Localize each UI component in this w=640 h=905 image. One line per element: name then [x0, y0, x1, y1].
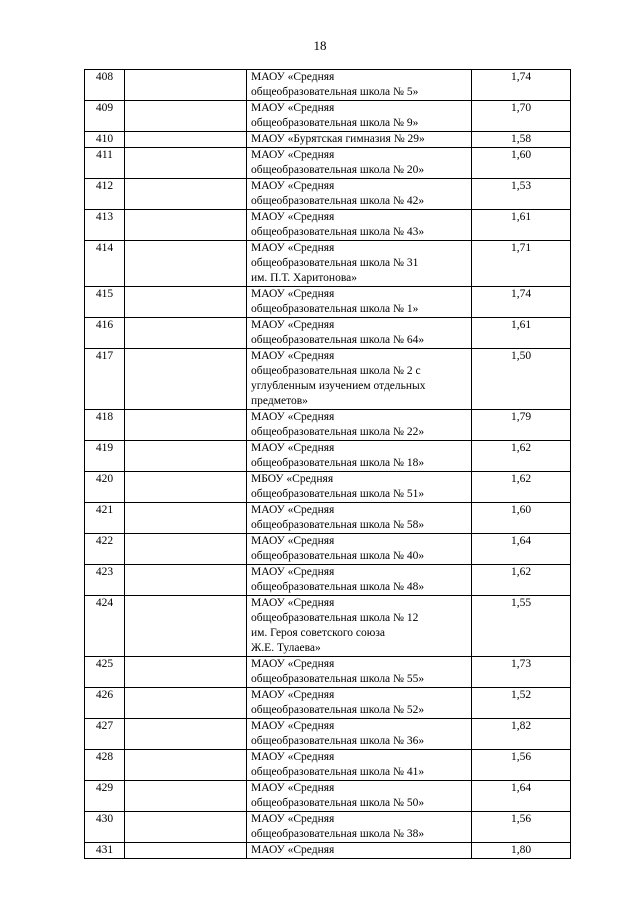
- school-name-line: углубленным изучением отдельных: [251, 380, 426, 392]
- school-name-line: МАОУ «Средняя: [251, 597, 335, 609]
- row-number: 427: [85, 719, 125, 750]
- rating-value: 1,61: [472, 318, 571, 349]
- table-row: [85, 688, 571, 719]
- school-name-line: общеобразовательная школа № 48»: [251, 581, 425, 593]
- table-row: [85, 318, 571, 349]
- table-row: [85, 349, 571, 410]
- table-body: [85, 70, 571, 859]
- school-name-line: МАОУ «Средняя: [251, 782, 335, 794]
- table-row: [85, 812, 571, 843]
- table-row: [85, 596, 571, 657]
- row-number: 413: [85, 210, 125, 241]
- table-row: [85, 565, 571, 596]
- school-name: [247, 179, 472, 210]
- school-name-line: общеобразовательная школа № 42»: [251, 195, 425, 207]
- empty-cell: [125, 812, 247, 843]
- table-row: [85, 781, 571, 812]
- school-name-line: МАОУ «Средняя: [251, 566, 335, 578]
- empty-cell: [125, 179, 247, 210]
- school-name: [247, 241, 472, 287]
- rating-value: 1,62: [472, 441, 571, 472]
- school-name-line: МАОУ «Средняя: [251, 442, 335, 454]
- empty-cell: [125, 472, 247, 503]
- row-number: 410: [85, 132, 125, 148]
- row-number: 428: [85, 750, 125, 781]
- school-name: [247, 503, 472, 534]
- school-name-line: общеобразовательная школа № 2 с: [251, 365, 421, 377]
- school-name-line: МАОУ «Средняя: [251, 535, 335, 547]
- rating-value: 1,73: [472, 657, 571, 688]
- row-number: 412: [85, 179, 125, 210]
- school-name-line: МАОУ «Средняя: [251, 720, 335, 732]
- rating-value: 1,80: [472, 843, 571, 859]
- school-name: [247, 70, 472, 101]
- empty-cell: [125, 210, 247, 241]
- row-number: 419: [85, 441, 125, 472]
- row-number: 425: [85, 657, 125, 688]
- rating-value: 1,70: [472, 101, 571, 132]
- empty-cell: [125, 70, 247, 101]
- empty-cell: [125, 241, 247, 287]
- row-number: 418: [85, 410, 125, 441]
- empty-cell: [125, 101, 247, 132]
- rating-value: 1,64: [472, 534, 571, 565]
- school-name: [247, 843, 472, 859]
- school-name: [247, 349, 472, 410]
- row-number: 415: [85, 287, 125, 318]
- school-name-line: общеобразовательная школа № 52»: [251, 704, 425, 716]
- rating-value: 1,74: [472, 287, 571, 318]
- school-name-line: общеобразовательная школа № 51»: [251, 488, 425, 500]
- school-name: [247, 287, 472, 318]
- school-name-line: предметов»: [251, 395, 308, 407]
- rating-value: 1,60: [472, 148, 571, 179]
- rating-value: 1,79: [472, 410, 571, 441]
- rating-value: 1,56: [472, 750, 571, 781]
- school-name-line: общеобразовательная школа № 64»: [251, 334, 425, 346]
- school-name-line: МАОУ «Средняя: [251, 102, 335, 114]
- school-name-line: МАОУ «Средняя: [251, 242, 335, 254]
- school-name-line: им. Героя советского союза: [251, 627, 385, 639]
- school-name-line: МАОУ «Средняя: [251, 319, 335, 331]
- empty-cell: [125, 781, 247, 812]
- school-name: [247, 101, 472, 132]
- row-number: 408: [85, 70, 125, 101]
- page-number: 18: [313, 38, 327, 53]
- row-number: 417: [85, 349, 125, 410]
- school-name-line: МАОУ «Средняя: [251, 411, 335, 423]
- school-name: [247, 534, 472, 565]
- empty-cell: [125, 148, 247, 179]
- table-row: [85, 410, 571, 441]
- empty-cell: [125, 534, 247, 565]
- school-name-line: МАОУ «Средняя: [251, 350, 335, 362]
- table-row: [85, 101, 571, 132]
- rating-value: 1,82: [472, 719, 571, 750]
- school-name-line: Ж.Е. Тулаева»: [251, 642, 321, 654]
- school-name-line: МАОУ «Средняя: [251, 658, 335, 670]
- table-row: [85, 750, 571, 781]
- school-name: [247, 318, 472, 349]
- school-name: [247, 750, 472, 781]
- school-name-line: общеобразовательная школа № 40»: [251, 550, 425, 562]
- row-number: 423: [85, 565, 125, 596]
- school-name: [247, 148, 472, 179]
- school-name: [247, 688, 472, 719]
- school-name: [247, 657, 472, 688]
- table-row: [85, 657, 571, 688]
- school-name-line: МАОУ «Средняя: [251, 689, 335, 701]
- rating-value: 1,62: [472, 472, 571, 503]
- row-number: 414: [85, 241, 125, 287]
- school-name-line: МАОУ «Средняя: [251, 844, 335, 856]
- school-name: [247, 441, 472, 472]
- school-name: [247, 132, 472, 148]
- school-name-line: общеобразовательная школа № 43»: [251, 226, 425, 238]
- school-name-line: МАОУ «Средняя: [251, 71, 335, 83]
- empty-cell: [125, 750, 247, 781]
- empty-cell: [125, 349, 247, 410]
- table-row: [85, 441, 571, 472]
- row-number: 429: [85, 781, 125, 812]
- rating-value: 1,56: [472, 812, 571, 843]
- row-number: 422: [85, 534, 125, 565]
- school-rating-table: [84, 69, 571, 859]
- school-name: [247, 210, 472, 241]
- table-row: [85, 503, 571, 534]
- table-row: [85, 70, 571, 101]
- row-number: 430: [85, 812, 125, 843]
- table-row: [85, 179, 571, 210]
- school-name-line: им. П.Т. Харитонова»: [251, 272, 357, 284]
- school-name-line: МАОУ «Средняя: [251, 180, 335, 192]
- school-name: [247, 472, 472, 503]
- table-row: [85, 287, 571, 318]
- school-name: [247, 812, 472, 843]
- school-name-line: МАОУ «Средняя: [251, 813, 335, 825]
- school-name: [247, 596, 472, 657]
- school-name-line: общеобразовательная школа № 9»: [251, 117, 419, 129]
- school-name-line: общеобразовательная школа № 55»: [251, 673, 425, 685]
- empty-cell: [125, 657, 247, 688]
- table-row: [85, 148, 571, 179]
- school-name-line: общеобразовательная школа № 5»: [251, 86, 419, 98]
- school-name-line: МАОУ «Бурятская гимназия № 29»: [251, 133, 425, 145]
- empty-cell: [125, 318, 247, 349]
- rating-value: 1,71: [472, 241, 571, 287]
- school-name-line: МАОУ «Средняя: [251, 149, 335, 161]
- school-name-line: общеобразовательная школа № 41»: [251, 766, 425, 778]
- empty-cell: [125, 441, 247, 472]
- empty-cell: [125, 596, 247, 657]
- table-row: [85, 210, 571, 241]
- row-number: 409: [85, 101, 125, 132]
- rating-value: 1,60: [472, 503, 571, 534]
- row-number: 421: [85, 503, 125, 534]
- school-name-line: общеобразовательная школа № 58»: [251, 519, 425, 531]
- school-name-line: МБОУ «Средняя: [251, 473, 334, 485]
- school-name-line: МАОУ «Средняя: [251, 504, 335, 516]
- school-name-line: общеобразовательная школа № 31: [251, 257, 419, 269]
- rating-value: 1,74: [472, 70, 571, 101]
- rating-value: 1,58: [472, 132, 571, 148]
- table-row: [85, 472, 571, 503]
- school-name-line: МАОУ «Средняя: [251, 751, 335, 763]
- rating-value: 1,64: [472, 781, 571, 812]
- school-name-line: общеобразовательная школа № 1»: [251, 303, 419, 315]
- rating-value: 1,62: [472, 565, 571, 596]
- rating-value: 1,52: [472, 688, 571, 719]
- school-name-line: общеобразовательная школа № 18»: [251, 457, 425, 469]
- row-number: 411: [85, 148, 125, 179]
- empty-cell: [125, 503, 247, 534]
- row-number: 420: [85, 472, 125, 503]
- empty-cell: [125, 843, 247, 859]
- row-number: 416: [85, 318, 125, 349]
- school-name: [247, 410, 472, 441]
- table-row: [85, 534, 571, 565]
- school-name: [247, 719, 472, 750]
- school-name: [247, 781, 472, 812]
- school-name-line: МАОУ «Средняя: [251, 211, 335, 223]
- table-row: [85, 843, 571, 859]
- school-name-line: МАОУ «Средняя: [251, 288, 335, 300]
- school-name: [247, 565, 472, 596]
- table-row: [85, 719, 571, 750]
- school-name-line: общеобразовательная школа № 22»: [251, 426, 425, 438]
- school-name-line: общеобразовательная школа № 36»: [251, 735, 425, 747]
- table-row: [85, 241, 571, 287]
- school-name-line: общеобразовательная школа № 50»: [251, 797, 425, 809]
- empty-cell: [125, 688, 247, 719]
- table-row: [85, 132, 571, 148]
- rating-value: 1,61: [472, 210, 571, 241]
- row-number: 431: [85, 843, 125, 859]
- empty-cell: [125, 410, 247, 441]
- empty-cell: [125, 565, 247, 596]
- row-number: 424: [85, 596, 125, 657]
- rating-value: 1,50: [472, 349, 571, 410]
- school-name-line: общеобразовательная школа № 38»: [251, 828, 425, 840]
- rating-value: 1,53: [472, 179, 571, 210]
- empty-cell: [125, 287, 247, 318]
- rating-value: 1,55: [472, 596, 571, 657]
- empty-cell: [125, 132, 247, 148]
- row-number: 426: [85, 688, 125, 719]
- school-name-line: общеобразовательная школа № 20»: [251, 164, 425, 176]
- empty-cell: [125, 719, 247, 750]
- school-name-line: общеобразовательная школа № 12: [251, 612, 419, 624]
